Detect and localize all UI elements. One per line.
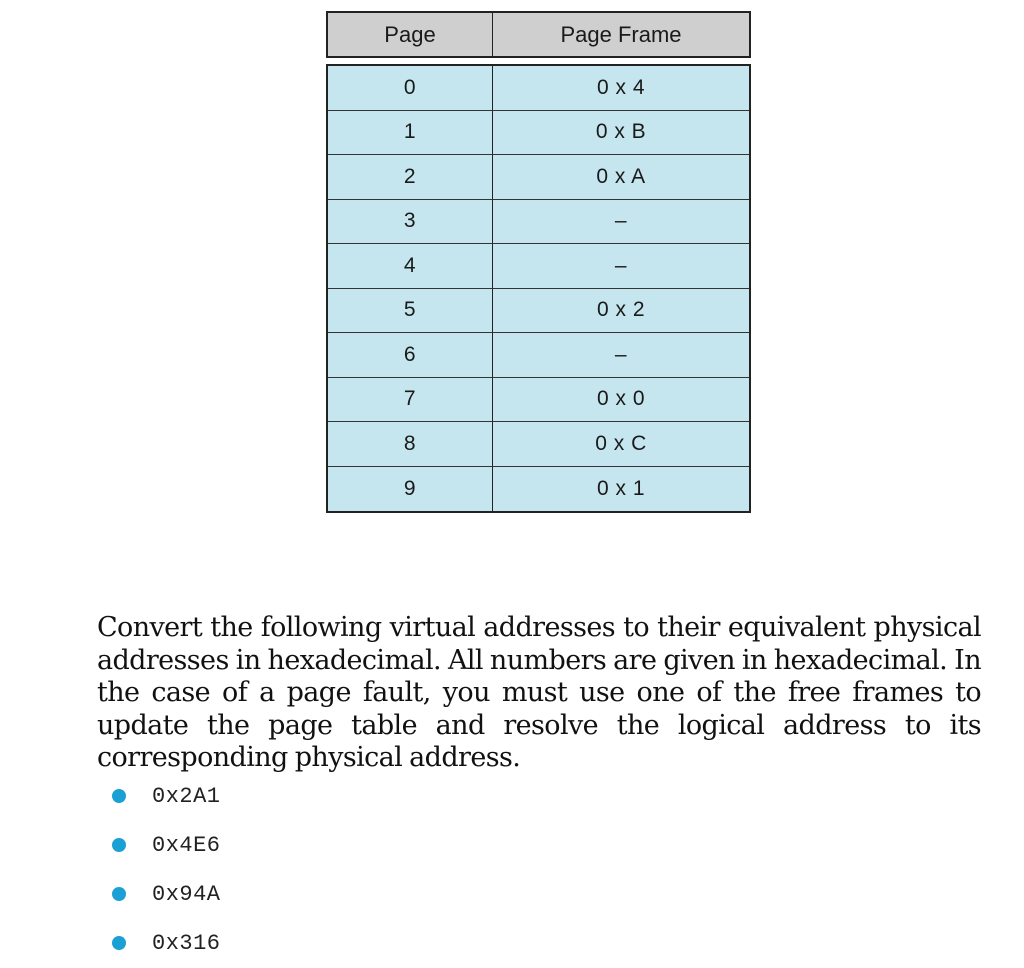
page-number: 6	[403, 342, 417, 366]
header-page-label: Page	[384, 21, 436, 47]
bullet-icon	[112, 838, 126, 852]
table-body	[326, 64, 751, 513]
page-number: 0	[403, 75, 417, 99]
page-frame-value: –	[614, 342, 628, 366]
page-table	[326, 11, 751, 513]
bullet-icon	[112, 789, 126, 803]
table-row	[328, 66, 749, 111]
page-number: 4	[403, 253, 417, 277]
table-row	[328, 111, 749, 156]
virtual-address: 0x4E6	[152, 833, 221, 858]
virtual-address: 0x2A1	[152, 784, 221, 809]
question-paragraph: Convert the following virtual addresses to their equivalent physical addresses in hexadecimal. All numbers are given in hexadecimal. In the case of a page fault, you must use one of the free frames to update the page table and resolve the logical address to its corresponding physical address.	[97, 612, 981, 773]
page-number: 1	[403, 120, 417, 144]
page-frame-value: 0 x 1	[596, 476, 646, 500]
list-item	[112, 821, 221, 870]
virtual-address: 0x316	[152, 931, 221, 956]
table-row	[328, 244, 749, 289]
table-row	[328, 200, 749, 245]
page-number: 9	[403, 476, 417, 500]
table-row	[328, 333, 749, 378]
list-item	[112, 870, 221, 919]
list-item	[112, 919, 221, 968]
page-frame-value: 0 x 4	[596, 75, 646, 99]
bullet-icon	[112, 887, 126, 901]
page-number: 8	[403, 431, 417, 455]
table-header	[326, 11, 751, 58]
page-number: 3	[403, 209, 417, 233]
page-number: 2	[403, 164, 417, 188]
page-frame-value: –	[614, 253, 628, 277]
table-row	[328, 155, 749, 200]
page-frame-value: 0 x C	[595, 431, 647, 455]
virtual-address: 0x94A	[152, 882, 221, 907]
page-frame-value: 0 x 2	[596, 298, 646, 322]
page-number: 7	[403, 387, 417, 411]
page-frame-value: 0 x A	[596, 164, 646, 188]
page-frame-value: –	[614, 209, 628, 233]
address-list	[112, 772, 221, 968]
page-frame-value: 0 x 0	[596, 387, 646, 411]
list-item	[112, 772, 221, 821]
header-cell-page-frame	[493, 13, 749, 56]
table-row	[328, 378, 749, 423]
table-row	[328, 289, 749, 334]
page-number: 5	[403, 298, 417, 322]
page-frame-value: 0 x B	[595, 120, 647, 144]
header-cell-page	[328, 13, 493, 56]
bullet-icon	[112, 936, 126, 950]
table-row	[328, 467, 749, 512]
header-page-frame-label: Page Frame	[560, 21, 682, 47]
table-row	[328, 422, 749, 467]
